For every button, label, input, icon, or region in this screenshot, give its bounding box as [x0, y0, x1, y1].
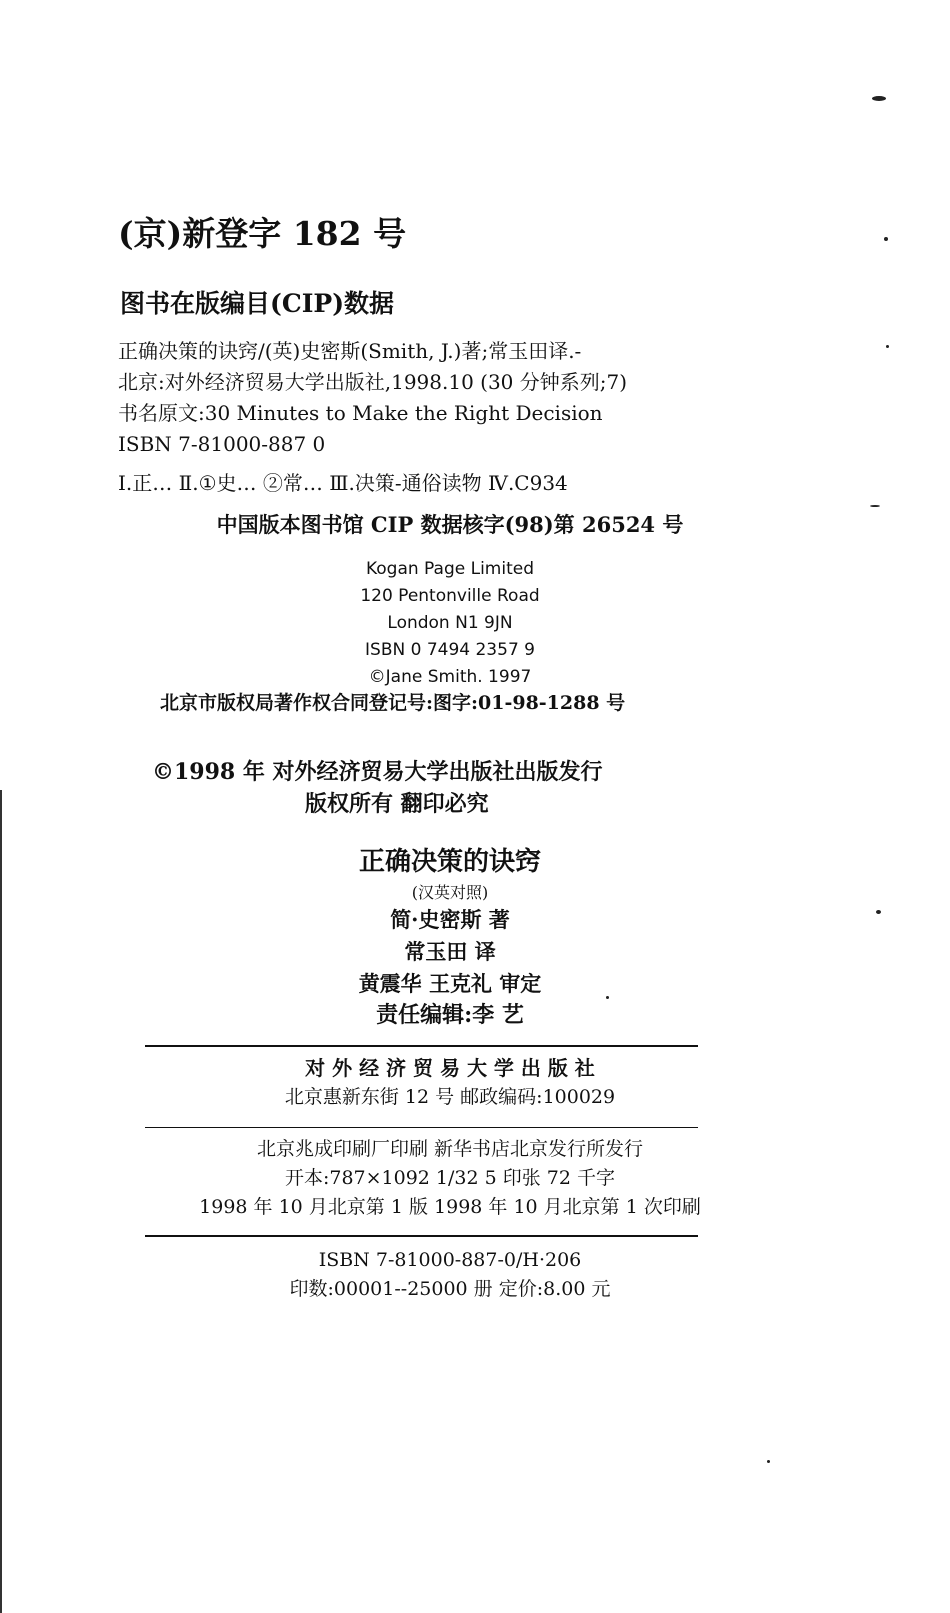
footer-print-run: 印数:00001--25000 册 定价:8.00 元 — [289, 1278, 611, 1300]
cip-line: 北京:对外经济贸易大学出版社,1998.10 (30 分钟系列;7) — [118, 370, 628, 394]
scan-speck — [767, 1460, 770, 1463]
scan-edge-line — [0, 790, 2, 1613]
book-reviewers: 黄震华 王克礼 审定 — [358, 971, 542, 996]
footer-isbn: ISBN 7-81000-887-0/H·206 — [318, 1249, 582, 1271]
cip-heading: 图书在版编目(CIP)数据 — [120, 289, 395, 318]
cip-line: ISBN 7-81000-887 0 — [118, 432, 326, 456]
copyright-line: ©1998 年 对外经济贸易大学出版社出版发行 — [152, 759, 603, 785]
original-street: 120 Pentonville Road — [360, 586, 540, 606]
publisher-name: 对 外 经 济 贸 易 大 学 出 版 社 — [305, 1056, 595, 1080]
original-city: London N1 9JN — [387, 613, 513, 633]
registration-number: (京)新登字 182 号 — [118, 214, 407, 253]
publisher-address: 北京惠新东街 12 号 邮政编码:100029 — [284, 1086, 616, 1108]
printing-line: 1998 年 10 月北京第 1 版 1998 年 10 月北京第 1 次印刷 — [199, 1196, 701, 1218]
cip-line: 书名原文:30 Minutes to Make the Right Decision — [118, 401, 603, 425]
scan-speck — [884, 237, 888, 241]
divider — [145, 1235, 698, 1237]
book-translator: 常玉田 译 — [404, 939, 496, 964]
book-editor: 责任编辑:李 艺 — [376, 1002, 524, 1028]
original-publisher: Kogan Page Limited — [365, 559, 535, 579]
scan-speck — [870, 505, 880, 507]
scan-speck — [872, 96, 886, 101]
cip-library-record: 中国版本图书馆 CIP 数据核字(98)第 26524 号 — [216, 512, 684, 537]
rights-reserved: 版权所有 翻印必究 — [305, 791, 489, 817]
divider — [145, 1127, 698, 1128]
book-subtitle: (汉英对照) — [411, 883, 489, 902]
book-title: 正确决策的诀窍 — [358, 847, 541, 877]
cip-line: 正确决策的诀窍/(英)史密斯(Smith, J.)著;常玉田译.- — [118, 339, 582, 363]
cip-classification: Ⅰ.正… Ⅱ.①史… ②常… Ⅲ.决策-通俗读物 Ⅳ.C934 — [118, 471, 568, 495]
divider — [145, 1045, 698, 1047]
scan-speck — [886, 345, 889, 348]
printing-line: 开本:787×1092 1/32 5 印张 72 千字 — [284, 1167, 616, 1189]
contract-registration: 北京市版权局著作权合同登记号:图字:01-98-1288 号 — [160, 692, 626, 714]
original-isbn: ISBN 0 7494 2357 9 — [365, 640, 535, 660]
book-author: 简·史密斯 著 — [390, 907, 510, 932]
scan-speck — [606, 996, 609, 999]
printing-line: 北京兆成印刷厂印刷 新华书店北京发行所发行 — [256, 1138, 644, 1160]
scan-speck — [876, 910, 881, 914]
original-copyright: ©Jane Smith. 1997 — [368, 667, 532, 687]
